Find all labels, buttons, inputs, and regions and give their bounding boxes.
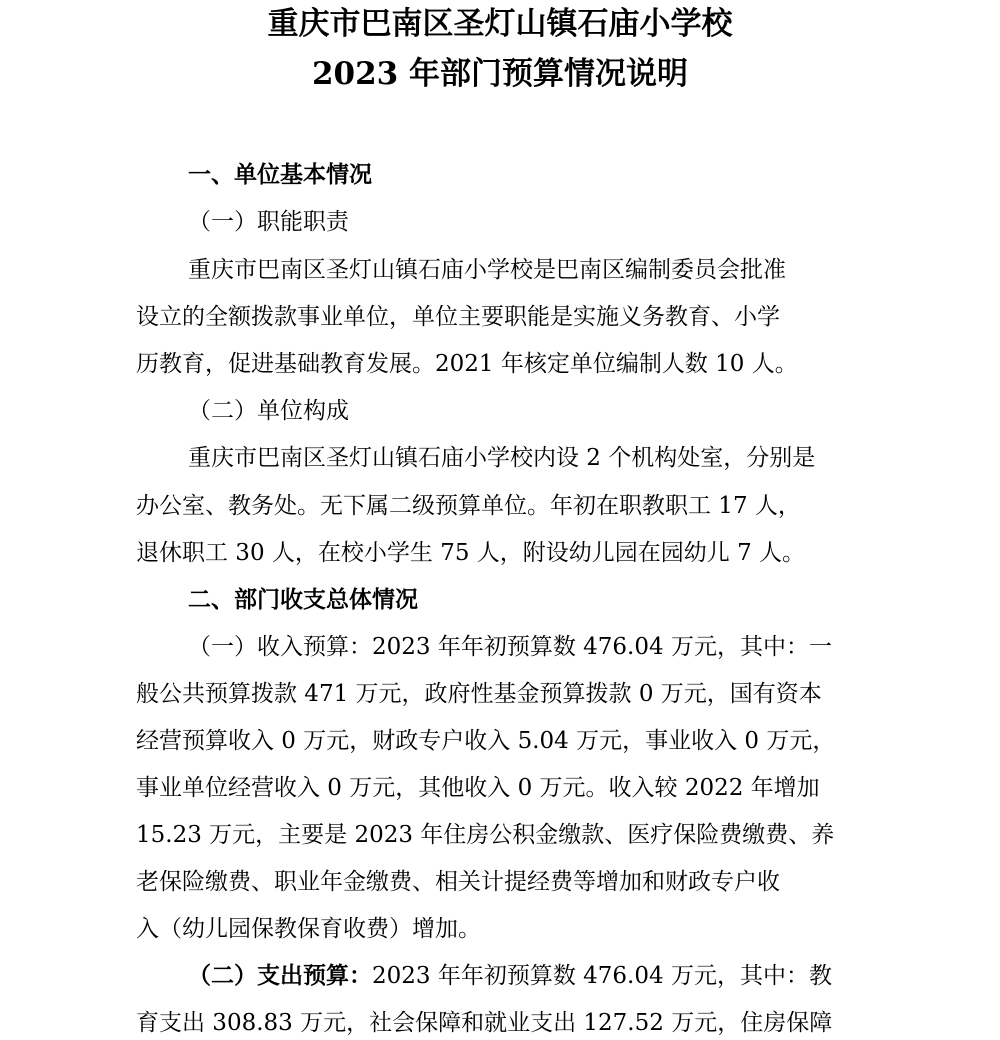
paragraph-line: 历教育，促进基础教育发展。2021 年核定单位编制人数 10 人。 bbox=[136, 351, 798, 377]
expense-text: 2023 年年初预算数 476.04 万元，其中：教 bbox=[372, 963, 832, 989]
paragraph-line: 事业单位经营收入 0 万元，其他收入 0 万元。收入较 2022 年增加 bbox=[136, 775, 820, 801]
document-title-line1: 重庆市巴南区圣灯山镇石庙小学校 bbox=[267, 6, 733, 42]
paragraph-line: 般公共预算拨款 471 万元，政府性基金预算拨款 0 万元，国有资本 bbox=[136, 681, 822, 707]
paragraph-line-income bbox=[188, 630, 948, 664]
expense-label: （二）支出预算： bbox=[188, 963, 372, 989]
document-title-line2: 2023 年部门预算情况说明 bbox=[311, 56, 689, 92]
paragraph-line: 入（幼儿园保教保育收费）增加。 bbox=[136, 916, 481, 942]
paragraph-line: 老保险缴费、职业年金缴费、相关计提经费等增加和财政专户收 bbox=[136, 869, 780, 895]
paragraph-line: 重庆市巴南区圣灯山镇石庙小学校是巴南区编制委员会批准 bbox=[188, 257, 786, 283]
paragraph-line: 重庆市巴南区圣灯山镇石庙小学校内设 2 个机构处室，分别是 bbox=[188, 445, 816, 471]
section1-subheading-structure: （二）单位构成 bbox=[188, 398, 349, 424]
income-text: 2023 年年初预算数 476.04 万元，其中：一 bbox=[372, 634, 832, 660]
paragraph-line: 退休职工 30 人，在校小学生 75 人，附设幼儿园在园幼儿 7 人。 bbox=[136, 540, 806, 566]
section1-subheading-duties: （一）职能职责 bbox=[188, 209, 349, 235]
paragraph-line: 育支出 308.83 万元，社会保障和就业支出 127.52 万元，住房保障 bbox=[136, 1010, 833, 1036]
section1-heading: 一、单位基本情况 bbox=[188, 162, 372, 188]
income-label: （一）收入预算： bbox=[188, 634, 372, 660]
paragraph-line-expense bbox=[188, 959, 948, 993]
paragraph-line: 15.23 万元，主要是 2023 年住房公积金缴款、医疗保险费缴费、养 bbox=[136, 822, 835, 848]
paragraph-line: 经营预算收入 0 万元，财政专户收入 5.04 万元，事业收入 0 万元， bbox=[136, 728, 836, 754]
paragraph-line: 办公室、教务处。无下属二级预算单位。年初在职教职工 17 人， bbox=[136, 493, 801, 519]
paragraph-line: 设立的全额拨款事业单位，单位主要职能是实施义务教育、小学 bbox=[136, 304, 780, 330]
section2-heading: 二、部门收支总体情况 bbox=[188, 587, 418, 613]
